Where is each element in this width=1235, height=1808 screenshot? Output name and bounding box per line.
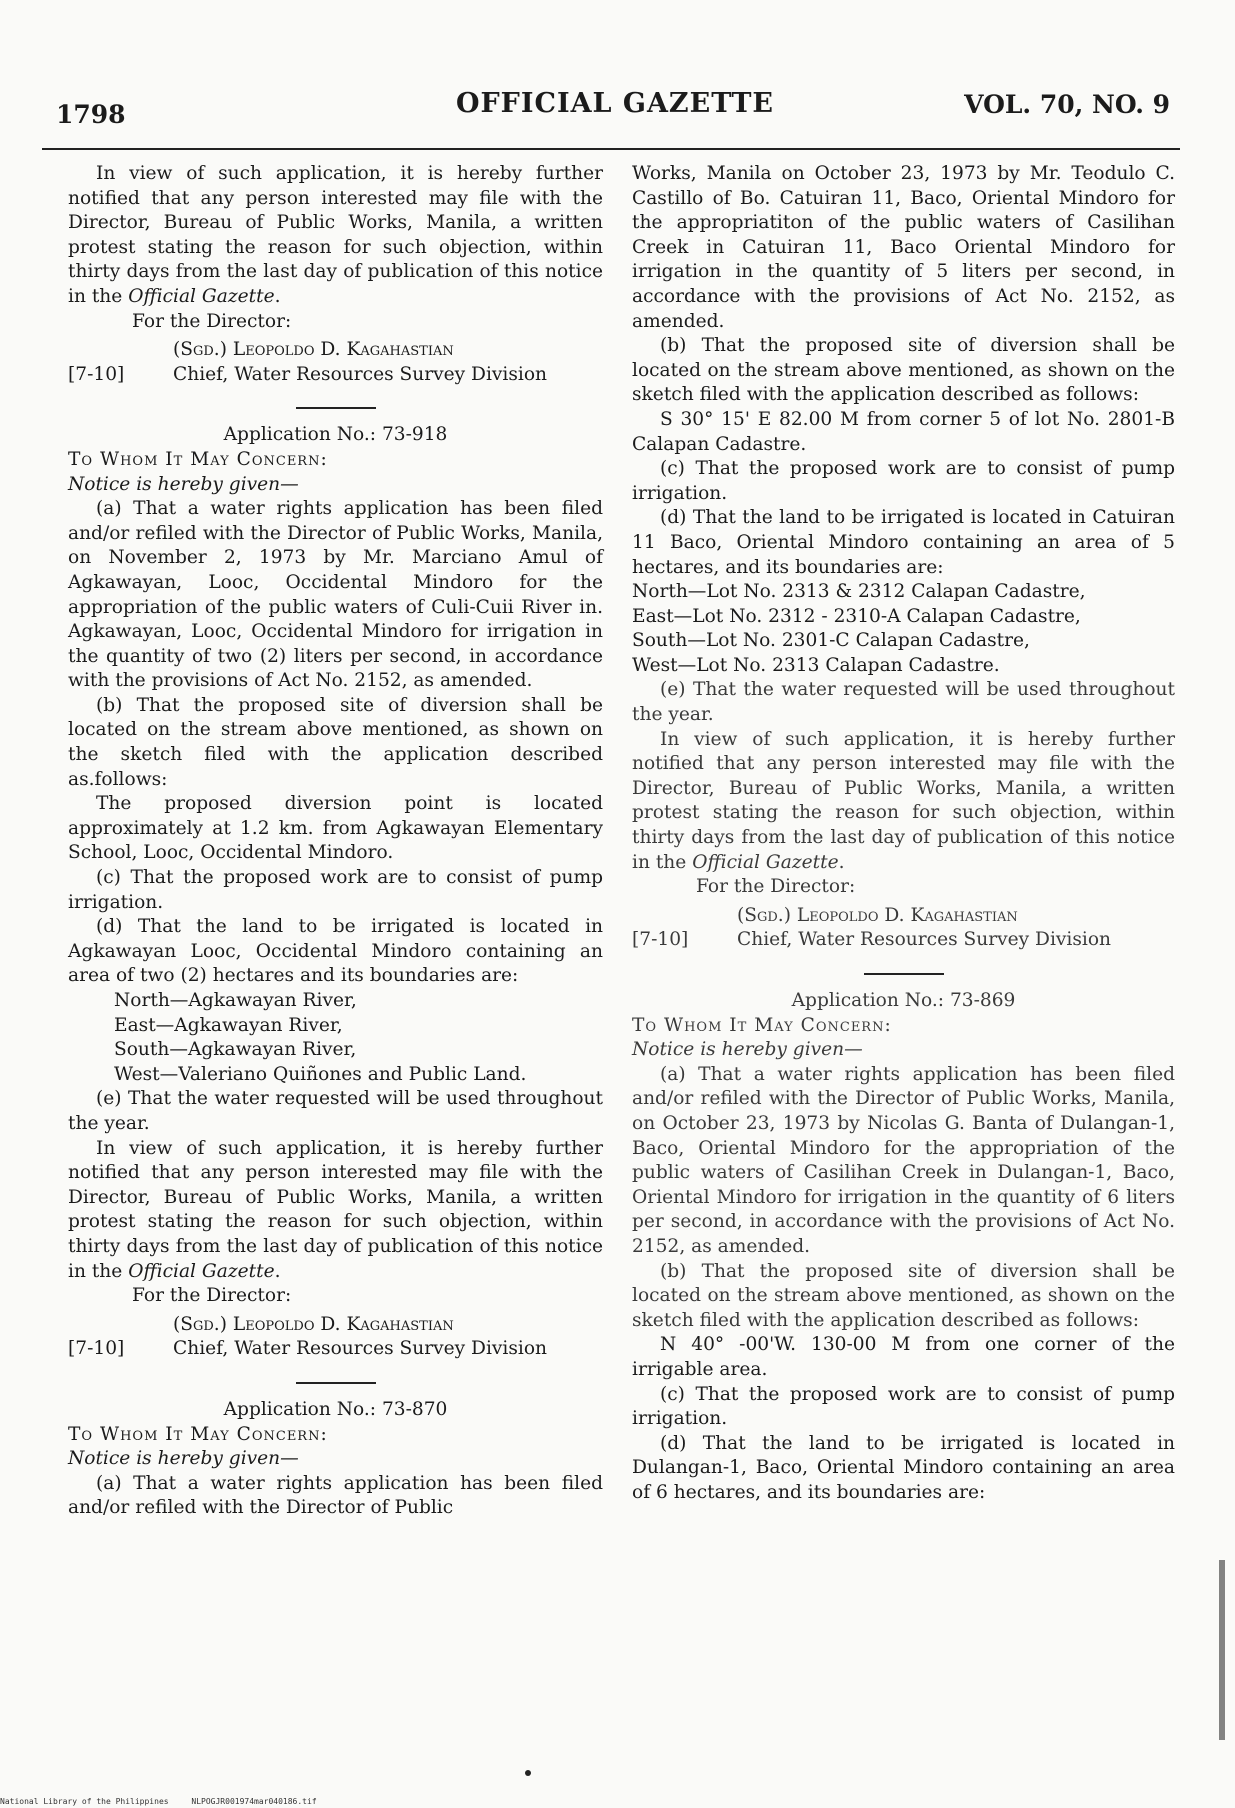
boundary-north: North—Agkawayan River,: [114, 990, 357, 1011]
notice-heading: Notice is hereby given—: [632, 1039, 863, 1061]
clause-a-continued: Works, Manila on October 23, 1973 by Mr. Teodulo C. Castillo of Bo. Catuiran 11, Baco, Oriental Mindoro for the appropriatiton of the public waters of Casilihan Creek in Catuiran 11, Baco Oriental Mindoro for irrigation in the quantity of 5 liters per second, in accordance with the provisions of Act No. 2152, as amended.: [632, 163, 1175, 332]
clause-b-detail: S 30° 15' E 82.00 M from corner 5 of lot No. 2801-B Calapan Cadastre.: [632, 408, 1175, 455]
signatory-name: (Sgd.) Leopoldo D. Kagahastian: [173, 1313, 454, 1335]
clause-c: (c) That the proposed work are to consist of pump irrigation.: [68, 867, 603, 913]
for-director: For the Director:: [132, 310, 292, 332]
application-title: Application No.: 73-918: [223, 424, 448, 446]
salutation: To Whom It May Concern:: [68, 1423, 328, 1445]
clause-c: (c) That the proposed work are to consist of pump irrigation.: [632, 458, 1175, 504]
signatory-role: Chief, Water Resources Survey Division: [173, 1338, 548, 1360]
signatory-role: Chief, Water Resources Survey Division: [173, 363, 548, 385]
issue-tag: [7-10]: [68, 363, 125, 385]
clause-b: (b) That the proposed site of diversion shall be located on the stream above mentioned, as shown on the sketch filed with the application described as follows:: [632, 1260, 1175, 1331]
issue-tag: [7-10]: [632, 929, 689, 951]
application-title: Application No.: 73-870: [223, 1398, 448, 1420]
application-title: Application No.: 73-869: [791, 990, 1016, 1011]
signatory-name: (Sgd.) Leopoldo D. Kagahastian: [737, 904, 1018, 926]
signature-block: [632, 904, 1175, 953]
boundary-south: South—Agkawayan River,: [114, 1039, 357, 1061]
clause-b-detail: The proposed diversion point is located approximately at 1.2 km. from Agkawayan Elementary School, Looc, Occidental Mindoro.: [68, 793, 603, 864]
scan-footer: [0, 1797, 335, 1806]
notice-heading: Notice is hereby given—: [68, 1448, 299, 1470]
clause-a: (a) That a water rights application has been filed and/or refiled with the Director of Public: [68, 1472, 603, 1519]
clause-d: (d) That the land to be irrigated is located in Dulangan-1, Baco, Oriental Mindoro containing an area of 6 hectares, and its boundaries are:: [632, 1432, 1175, 1503]
clause-b-detail: N 40° -00'W. 130-00 M from one corner of the irrigable area.: [632, 1334, 1175, 1380]
volume-number: VOL. 70, NO. 9: [964, 90, 1170, 119]
clause-b: (b) That the proposed site of diversion shall be located on the stream above mentioned, as shown on the sketch filed with the application described as follows:: [632, 335, 1175, 406]
signature-block: [68, 1313, 603, 1362]
clause-d: (d) That the land to be irrigated is located in Agkawayan Looc, Occidental Mindoro containing an area of two (2) hectares and its boundaries are:: [68, 916, 603, 987]
clause-d: (d) That the land to be irrigated is located in Catuiran 11 Baco, Oriental Mindoro containing an area of 5 hectares, and its boundaries are:: [632, 507, 1175, 578]
clause-a: (a) That a water rights application has been filed and/or refiled with the Director of Public Works, Manila, on November 2, 1973 by Mr. Marciano Amul of Agkawayan, Looc, Occidental Mindoro for the appropriation of the public waters of Culi-Cuii River in. Agkawayan, Looc, Occidental Mindoro for irrigation in the quantity of two (2) liters per second, in accordance with the provisions of Act No. 2152, as amended.: [68, 498, 603, 692]
section-divider: [296, 1382, 376, 1384]
protest-paragraph: In view of such application, it is hereby further notified that any person interested may file with the Director, Bureau of Public Works, Manila, a written protest stating the reason for such objection, within thirty days from the last day of publication of this notice in the Official Gazette.: [632, 728, 1175, 873]
right-column: [632, 162, 1175, 1505]
clause-a: (a) That a water rights application has been filed and/or refiled with the Director of Public Works, Manila, on October 23, 1973 by Nicolas G. Banta of Dulangan-1, Baco, Oriental Mindoro for the appropriation of the public waters of Casilihan Creek in Dulangan-1, Baco, Oriental Mindoro for irrigation in the quantity of 6 liters per second, in accordance with the provisions of Act No. 2152, as amended.: [632, 1063, 1175, 1257]
boundary-west: West—Valeriano Quiñones and Public Land.: [114, 1063, 527, 1085]
issue-tag: [7-10]: [68, 1338, 125, 1360]
boundary-north: North—Lot No. 2313 & 2312 Calapan Cadastre,: [632, 581, 1086, 603]
section-divider: [296, 407, 376, 409]
for-director: For the Director:: [696, 876, 856, 898]
clause-e: (e) That the water requested will be used throughout the year.: [68, 1088, 603, 1134]
header-rule: [42, 148, 1180, 150]
scan-filename: NLPOGJR001974mar040186.tif: [191, 1797, 317, 1806]
scan-edge-mark: [1219, 1560, 1225, 1740]
notice-heading: Notice is hereby given—: [68, 473, 299, 495]
page-number: 1798: [56, 100, 126, 129]
signatory-role: Chief, Water Resources Survey Division: [737, 929, 1112, 951]
for-director: For the Director:: [132, 1285, 292, 1307]
protest-paragraph: In view of such application, it is hereby further notified that any person interested may file with the Director, Bureau of Public Works, Manila, a written protest stating the reason for such objection, within thirty days from the last day of publication of this notice in the Official Gazette.: [68, 1137, 603, 1282]
protest-paragraph: In view of such application, it is hereby further notified that any person interested may file with the Director, Bureau of Public Works, Manila, a written protest stating the reason for such objection, within thirty days from the last day of publication of this notice in the Official Gazette.: [68, 163, 603, 307]
signature-block: [68, 338, 603, 387]
salutation: To Whom It May Concern:: [68, 448, 328, 470]
salutation: To Whom It May Concern:: [632, 1014, 892, 1036]
left-column: [68, 162, 603, 1521]
section-divider: [864, 973, 944, 975]
library-credit: National Library of the Philippines: [0, 1797, 169, 1806]
clause-c: (c) That the proposed work are to consist of pump irrigation.: [632, 1383, 1175, 1430]
signatory-name: (Sgd.) Leopoldo D. Kagahastian: [173, 339, 454, 361]
boundary-east: East—Lot No. 2312 - 2310-A Calapan Cadastre,: [632, 605, 1081, 627]
boundary-east: East—Agkawayan River,: [114, 1014, 343, 1036]
clause-b: (b) That the proposed site of diversion shall be located on the stream above mentioned, as shown on the sketch filed with the application described as.follows:: [68, 694, 603, 790]
boundary-south: South—Lot No. 2301-C Calapan Cadastre,: [632, 630, 1030, 652]
boundary-west: West—Lot No. 2313 Calapan Cadastre.: [632, 654, 1000, 676]
page-header: [50, 84, 1180, 134]
clause-e: (e) That the water requested will be used throughout the year.: [632, 679, 1175, 726]
page-mark: [525, 1770, 531, 1776]
gazette-title: OFFICIAL GAZETTE: [455, 88, 775, 119]
